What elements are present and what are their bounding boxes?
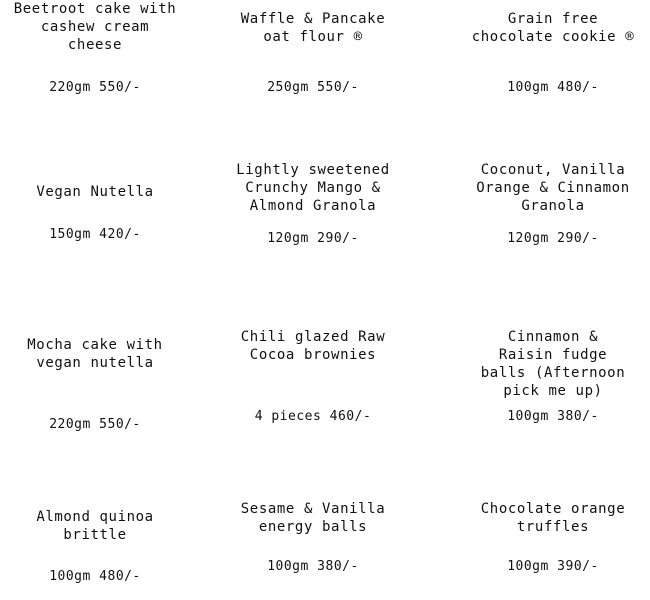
item-price: 120gm 290/- (507, 231, 599, 246)
item-name: Almond quinoa brittle (36, 509, 154, 543)
item-name: Waffle & Pancake oat flour ® (240, 11, 386, 45)
item-name: Grain free chocolate cookie ® (471, 11, 635, 45)
item-name: Cinnamon & Raisin fudge balls (Afternoon pick me up) (480, 329, 626, 399)
item-name: Chocolate orange truffles (480, 501, 626, 535)
item-price: 120gm 290/- (267, 231, 359, 246)
item-price: 250gm 550/- (267, 80, 359, 95)
item-price: 100gm 380/- (507, 409, 599, 424)
item-price: 4 pieces 460/- (254, 409, 372, 424)
item-price: 100gm 480/- (507, 80, 599, 95)
item-price: 220gm 550/- (49, 80, 141, 95)
item-price: 100gm 390/- (507, 559, 599, 574)
item-name: Vegan Nutella (36, 184, 154, 200)
item-name: Sesame & Vanilla energy balls (240, 501, 386, 535)
item-name: Mocha cake with vegan nutella (27, 337, 163, 371)
item-name: Beetroot cake with cashew cream cheese (13, 1, 177, 53)
item-price: 100gm 480/- (49, 569, 141, 584)
item-price: 100gm 380/- (267, 559, 359, 574)
item-name: Lightly sweetened Crunchy Mango & Almond Granola (236, 162, 390, 214)
item-name: Chili glazed Raw Cocoa brownies (240, 329, 386, 363)
item-price: 220gm 550/- (49, 417, 141, 432)
item-name: Coconut, Vanilla Orange & Cinnamon Granola (476, 162, 630, 214)
item-price: 150gm 420/- (49, 227, 141, 242)
